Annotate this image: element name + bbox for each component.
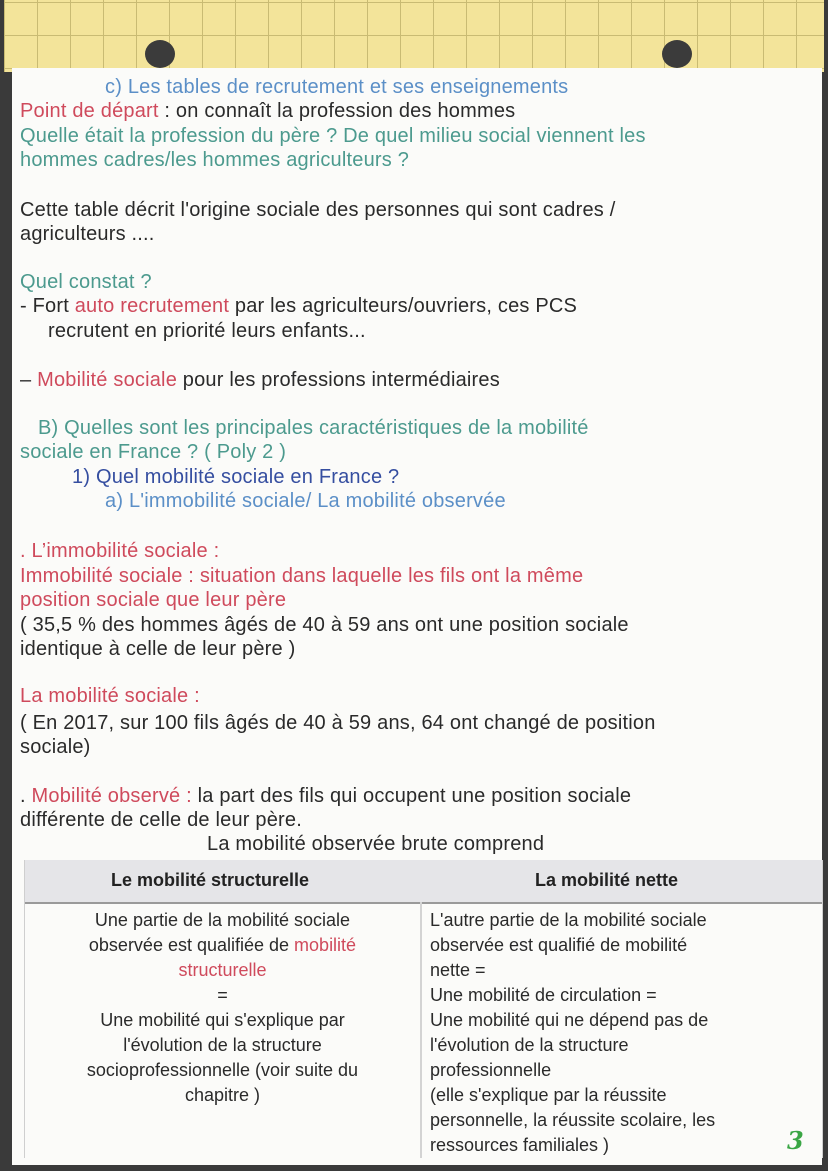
- table-description-line-2: agriculteurs ....: [20, 223, 155, 245]
- notebook-grid-header: [4, 0, 824, 72]
- left-line-1: Une partie de la mobilité sociale: [94, 910, 351, 930]
- right-line-4: Une mobilité de circulation =: [430, 985, 657, 1005]
- immobilite-stat-line-2: identique à celle de leur père ): [20, 638, 296, 660]
- left-line-2: [25, 933, 420, 958]
- observe-line-2: différente de celle de leur père.: [20, 809, 302, 831]
- subsection-1: 1) Quel mobilité sociale en France ?: [72, 466, 400, 488]
- header-structurelle: Le mobilité structurelle: [111, 870, 310, 890]
- binder-hole-left: [145, 40, 175, 68]
- subsection-1a: a) L'immobilité sociale/ La mobilité observée: [105, 490, 506, 512]
- left-line-5: Une mobilité qui s'explique par: [100, 1010, 345, 1030]
- table-caption: La mobilité observée brute comprend: [207, 833, 545, 855]
- bullet2-suffix: pour les professions intermédiaires: [177, 369, 500, 391]
- observe-prefix: .: [20, 785, 32, 807]
- section-b-line-2: sociale en France ? ( Poly 2 ): [20, 441, 287, 463]
- left-line-7: socioprofessionnelle (voir suite du: [86, 1060, 359, 1080]
- bullet1-line-2: recrutent en priorité leurs enfants...: [48, 320, 366, 342]
- bullet-auto-recrutement: [20, 295, 577, 318]
- table-header: [25, 860, 822, 904]
- left-line-2-text: observée est qualifiée de: [88, 935, 295, 955]
- immobilite-definition-line-2: position sociale que leur père: [20, 589, 287, 611]
- mobility-comparison-table: [24, 860, 823, 1158]
- left-line-8: chapitre ): [184, 1085, 261, 1105]
- right-line-1: L'autre partie de la mobilité sociale: [430, 910, 707, 930]
- bullet1-suffix: par les agriculteurs/ouvriers, ces PCS: [229, 295, 578, 317]
- left-line-3: structurelle: [178, 960, 267, 980]
- right-line-3: nette =: [430, 960, 486, 980]
- column-divider: [420, 902, 422, 1158]
- section-c-title: c) Les tables de recrutement et ses enseignements: [105, 76, 569, 98]
- right-line-5: Une mobilité qui ne dépend pas de: [430, 1010, 709, 1030]
- point-depart-label: Point de départ: [20, 100, 159, 122]
- left-line-2-highlight: mobilité: [294, 935, 357, 955]
- bullet1-prefix: - Fort: [20, 295, 75, 317]
- mobilite-observe-line: [20, 785, 631, 808]
- cell-nette: [430, 908, 820, 1158]
- right-line-8: (elle s'explique par la réussite: [430, 1085, 667, 1105]
- section-b-line-1: B) Quelles sont les principales caractéristiques de la mobilité: [38, 417, 589, 439]
- right-line-6: l'évolution de la structure: [430, 1035, 629, 1055]
- bullet2-prefix: –: [20, 369, 38, 391]
- right-line-10: ressources familiales ): [430, 1135, 610, 1155]
- binder-hole-right: [662, 40, 692, 68]
- page-number: 3: [787, 1126, 804, 1155]
- table-description-line-1: Cette table décrit l'origine sociale des personnes qui sont cadres /: [20, 199, 616, 221]
- immobilite-stat-line-1: ( 35,5 % des hommes âgés de 40 à 59 ans ont une position sociale: [20, 614, 629, 636]
- bullet-mobilite-sociale: [20, 369, 500, 392]
- right-line-2: observée est qualifié de mobilité: [430, 935, 688, 955]
- constat-heading: Quel constat ?: [20, 271, 152, 293]
- left-line-4: =: [217, 985, 228, 1005]
- question-line-2: hommes cadres/les hommes agriculteurs ?: [20, 149, 410, 171]
- immobilite-heading: . L’immobilité sociale :: [20, 540, 220, 562]
- bullet2-highlight: Mobilité sociale: [37, 369, 178, 391]
- note-sheet: [12, 68, 822, 1165]
- bullet1-highlight: auto recrutement: [74, 295, 230, 317]
- observe-suffix: la part des fils qui occupent une position sociale: [191, 785, 632, 807]
- observe-highlight: Mobilité observé :: [31, 785, 192, 807]
- right-line-7: professionnelle: [430, 1060, 552, 1080]
- left-line-6: l'évolution de la structure: [123, 1035, 322, 1055]
- mobilite-heading: La mobilité sociale :: [20, 685, 200, 707]
- header-nette: La mobilité nette: [535, 870, 679, 890]
- cell-structurelle: [25, 908, 420, 1108]
- mobilite-stat-line-2: sociale): [20, 736, 91, 758]
- point-depart-text: : on connaît la profession des hommes: [158, 100, 516, 122]
- immobilite-definition-line-1: Immobilité sociale : situation dans laquelle les fils ont la même: [20, 565, 584, 587]
- question-line-1: Quelle était la profession du père ? De quel milieu social viennent les: [20, 125, 646, 147]
- point-depart-line: [20, 100, 515, 123]
- mobilite-stat-line-1: ( En 2017, sur 100 fils âgés de 40 à 59 ans, 64 ont changé de position: [20, 712, 656, 734]
- right-line-9: personnelle, la réussite scolaire, les: [430, 1110, 716, 1130]
